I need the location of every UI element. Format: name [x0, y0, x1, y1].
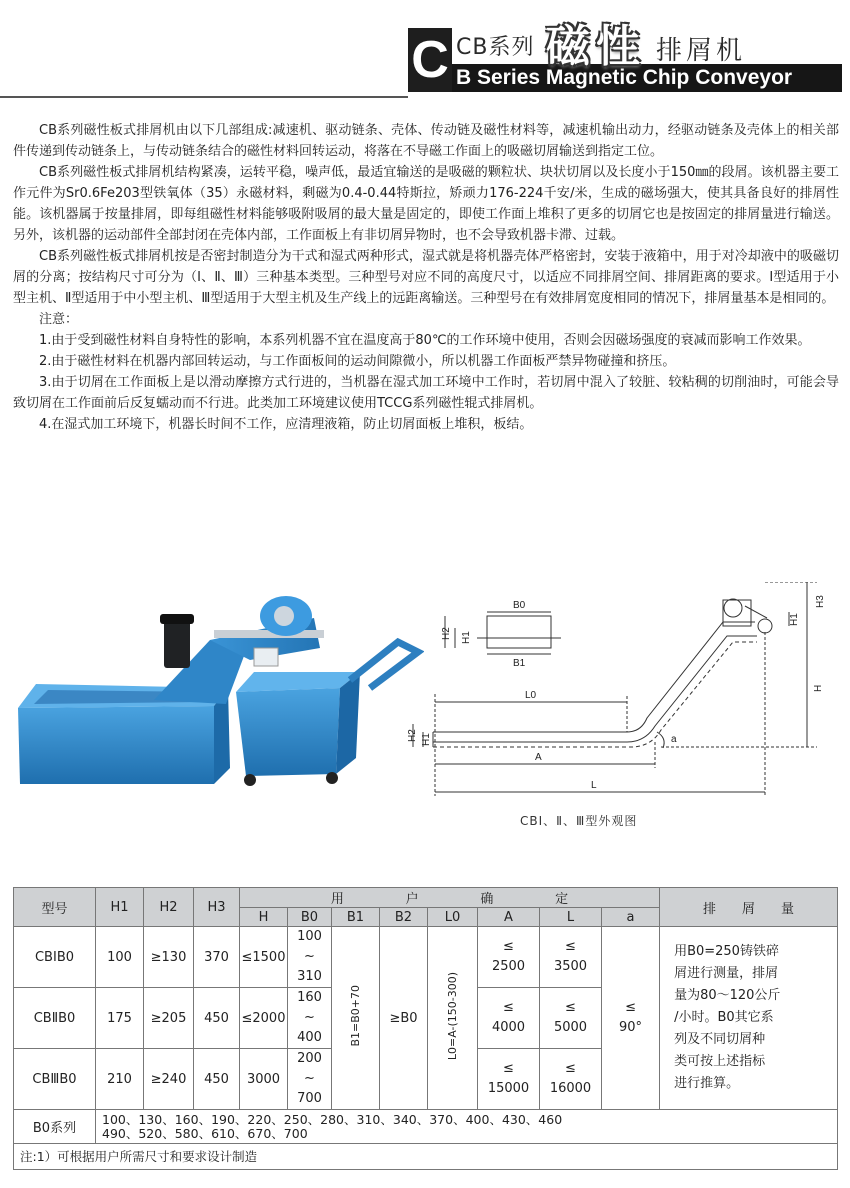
- capacity-line: 类可按上述指标: [674, 1054, 766, 1069]
- label-angle: a: [671, 734, 677, 745]
- cell-angle-value: 90°: [619, 1020, 643, 1035]
- cell-l: [540, 988, 602, 1049]
- description-text: [13, 120, 839, 435]
- capacity-line: 进行推算。: [674, 1076, 740, 1091]
- capacity-line: /小时。B0其它系: [674, 1010, 774, 1025]
- cell-h2: ≥205: [144, 988, 194, 1049]
- cell-b0-sep: ~: [304, 1010, 315, 1025]
- cell-l-value: 5000: [553, 1020, 588, 1035]
- capacity-line: 用B0=250铸铁碎: [674, 944, 779, 959]
- cell-a: [478, 1049, 540, 1110]
- cell-a-sign: ≤: [503, 1000, 514, 1015]
- spec-table: [13, 887, 838, 1170]
- cell-b0-min: 100: [297, 929, 322, 944]
- label-h2-section: H2: [441, 627, 452, 640]
- th-sub-b2: B2: [380, 908, 428, 927]
- label-h3: H3: [815, 595, 826, 608]
- machine-photo: [14, 588, 424, 788]
- cell-note: 注:1）可根据用户所需尺寸和要求设计制造: [14, 1144, 838, 1170]
- cell-h3: 450: [194, 1049, 240, 1110]
- th-sub-b1: B1: [332, 908, 380, 927]
- cell-h: ≤2000: [240, 988, 288, 1049]
- tank-front: [18, 706, 214, 784]
- section-body: [487, 638, 551, 648]
- dimension-diagram: [405, 582, 835, 832]
- cell-b0-min: 200: [297, 1051, 322, 1066]
- th-user-char: 用: [330, 892, 344, 907]
- label-b1: B1: [513, 658, 526, 669]
- header-magnetic: 磁性: [546, 21, 646, 72]
- cell-a-value: 4000: [491, 1020, 526, 1035]
- motor-hub: [274, 606, 294, 626]
- cell-l-value: 16000: [549, 1081, 592, 1096]
- header-rule: [0, 96, 408, 98]
- cell-h1: 175: [96, 988, 144, 1049]
- label-l: L: [591, 780, 597, 791]
- cell-l-sign: ≤: [565, 1061, 576, 1076]
- paragraph: CB系列磁性板式排屑机由以下几部组成:减速机、驱动链条、壳体、传动链及磁性材料等，减速机输出动力，经驱动链条及壳体上的相关部件传递到传动链条上，与传动链条结合的磁性材料回转运动，将落在不导磁工作面上的吸磁切屑输送到指定工位。: [13, 123, 839, 159]
- cell-a-sign: ≤: [503, 1061, 514, 1076]
- cell-b1: [332, 927, 380, 1110]
- notice-heading: 注意：: [39, 312, 79, 327]
- cell-a-sign: ≤: [503, 939, 514, 954]
- header-letter-block: C: [408, 28, 452, 92]
- section-top: [487, 616, 551, 638]
- cell-h: ≤1500: [240, 927, 288, 988]
- cell-b0-min: 160: [297, 990, 322, 1005]
- box-front: [236, 688, 340, 776]
- label-h: H: [813, 684, 824, 692]
- cell-model: CBⅠB0: [14, 927, 96, 988]
- diagram-caption: CBⅠ、Ⅱ、Ⅲ型外观图: [520, 814, 638, 828]
- header-conveyor: 排屑机: [656, 36, 747, 66]
- th-user-char: 定: [555, 892, 569, 907]
- cell-l: [540, 927, 602, 988]
- cell-l: [540, 1049, 602, 1110]
- cell-model: CBⅡB0: [14, 988, 96, 1049]
- th-sub-angle: a: [602, 908, 660, 927]
- label-h1-section: H1: [461, 631, 472, 644]
- cell-a: [478, 988, 540, 1049]
- cell-a-value: 15000: [487, 1081, 530, 1096]
- conveyor-outline-hidden: [433, 642, 757, 747]
- cell-h3: 450: [194, 988, 240, 1049]
- cell-angle-sign: ≤: [625, 1000, 636, 1015]
- capacity-line: 列及不同切屑种: [674, 1032, 766, 1047]
- capacity-line: 量为80～120公斤: [674, 988, 781, 1003]
- cell-h3: 370: [194, 927, 240, 988]
- cell-h: 3000: [240, 1049, 288, 1110]
- capacity-line: 屑进行测量，排屑: [674, 966, 779, 981]
- cell-capacity: [660, 927, 838, 1110]
- table-row: [14, 927, 838, 988]
- motor-cap: [160, 614, 194, 624]
- th-user-char: 确: [480, 892, 494, 907]
- cell-h1: 100: [96, 927, 144, 988]
- head-sprocket: [758, 619, 772, 633]
- cell-l-sign: ≤: [565, 1000, 576, 1015]
- cell-b2: ≥B0: [380, 927, 428, 1110]
- table-row-b0-series: [14, 1110, 838, 1144]
- cell-l-value: 3500: [553, 959, 588, 974]
- table-row-note: [14, 1144, 838, 1170]
- notice-item: 4.在湿式加工环境下，机器长时间不工作，应清理液箱，防止切屑面板上堆积，板结。: [39, 417, 533, 432]
- b0-series-line: 100、130、160、190、220、250、280、310、340、370、400、430、460: [102, 1111, 563, 1127]
- label-l0: L0: [525, 690, 537, 701]
- notice-item: 3.由于切屑在工作面板上是以滑动摩擦方式行进的，当机器在湿式加工环境中工作时，若切屑中混入了较脏、较粘稠的切削油时，可能会导致切屑在工作面前后反复蠕动而不行进。此类加工环境建议使用TCCG系列磁性辊式排屑机。: [13, 375, 839, 411]
- th-model: 型号: [14, 888, 96, 927]
- control-label: [254, 648, 278, 666]
- header-series: CB系列: [456, 35, 535, 60]
- label-h1: H1: [421, 733, 432, 746]
- th-sub-l: L: [540, 908, 602, 927]
- cell-b0-series: [96, 1110, 838, 1144]
- cell-b0-sep: ~: [304, 1071, 315, 1086]
- label-h2: H2: [407, 729, 418, 742]
- cell-b0-max: 400: [297, 1030, 322, 1045]
- cell-b0-series-label: B0系列: [14, 1110, 96, 1144]
- wheel: [244, 774, 256, 786]
- cell-b0: [288, 927, 332, 988]
- paragraph: CB系列磁性板式排屑机结构紧凑，运转平稳，噪声低，最适宜输送的是吸磁的颗粒状、块状切屑以及长度小于150㎜的段屑。该机器主要工作元件为Sr0.6Fe203型铁氧体（35）永磁材料，剩磁为0.4-0.44特斯拉，矫顽力176-224千安/米，生成的磁场强大，使其具备良好的排屑性能。该机器属于按量排屑，即每组磁性材料能够吸附吸屑的最大量是固定的，即使工作面上堆积了更多的切屑它也是按固定的排屑量进行输送。另外，该机器的运动部件全部封闭在壳体内部，工作面板上有非切屑异物时，也不会导致机器卡滞、过载。: [13, 165, 839, 243]
- angle-arc: [657, 732, 664, 748]
- cell-b0: [288, 988, 332, 1049]
- th-user-defined: [240, 888, 660, 908]
- th-sub-b0: B0: [288, 908, 332, 927]
- head-link: [745, 606, 767, 618]
- head-motor: [724, 599, 742, 617]
- header-english-title: B Series Magnetic Chip Conveyor: [456, 66, 793, 89]
- wheel: [326, 772, 338, 784]
- cell-model: CBⅢB0: [14, 1049, 96, 1110]
- cell-l-sign: ≤: [565, 939, 576, 954]
- cell-b0: [288, 1049, 332, 1110]
- conveyor-outline-lower: [433, 636, 757, 742]
- th-h2: H2: [144, 888, 194, 927]
- th-sub-l0: L0: [428, 908, 478, 927]
- b0-series-line: 490、520、580、610、670、700: [102, 1125, 308, 1141]
- conveyor-rail: [214, 630, 324, 638]
- cell-h2: ≥130: [144, 927, 194, 988]
- cell-h1: 210: [96, 1049, 144, 1110]
- cell-l0: [428, 927, 478, 1110]
- th-h3: H3: [194, 888, 240, 927]
- cell-l0-text: L0=A-(150-300): [446, 971, 459, 1061]
- label-a: A: [535, 752, 542, 763]
- cell-a: [478, 927, 540, 988]
- label-b0: B0: [513, 600, 526, 611]
- cell-b0-max: 310: [297, 969, 322, 984]
- label-h1-head: H1: [789, 613, 800, 626]
- th-sub-a: A: [478, 908, 540, 927]
- th-sub-h: H: [240, 908, 288, 927]
- paragraph: CB系列磁性板式排屑机按是否密封制造分为干式和湿式两种形式，湿式就是将机器壳体严格密封，安装于液箱中，用于对冷却液中的吸磁切屑的分离；按结构尺寸可分为（Ⅰ、Ⅱ、Ⅲ）三种基本类型。三种型号对应不同的高度尺寸，以适应不同排屑空间、排屑距离的要求。Ⅰ型适用于小型主机、Ⅱ型适用于中小型主机、Ⅲ型适用于大型主机及生产线上的远距离输送。三种型号在有效排屑宽度相同的情况下，排屑量基本是相同的。: [13, 249, 839, 306]
- cell-h2: ≥240: [144, 1049, 194, 1110]
- cell-b1-text: B1=B0+70: [349, 985, 362, 1047]
- th-user-char: 户: [405, 892, 419, 907]
- notice-item: 1.由于受到磁性材料自身特性的影响，本系列机器不宜在温度高于80℃的工作环境中使用，否则会因磁场强度的衰减而影响工作效果。: [39, 333, 811, 348]
- cell-b0-max: 700: [297, 1091, 322, 1106]
- th-h1: H1: [96, 888, 144, 927]
- notice-item: 2.由于磁性材料在机器内部回转运动，与工作面板间的运动间隙微小，所以机器工作面板严禁异物碰撞和挤压。: [39, 354, 676, 369]
- page-header: [0, 0, 850, 100]
- th-capacity: 排 屑 量: [660, 888, 838, 927]
- cell-b0-sep: ~: [304, 949, 315, 964]
- cell-angle: [602, 927, 660, 1110]
- cell-a-value: 2500: [491, 959, 526, 974]
- motor-left: [164, 618, 190, 668]
